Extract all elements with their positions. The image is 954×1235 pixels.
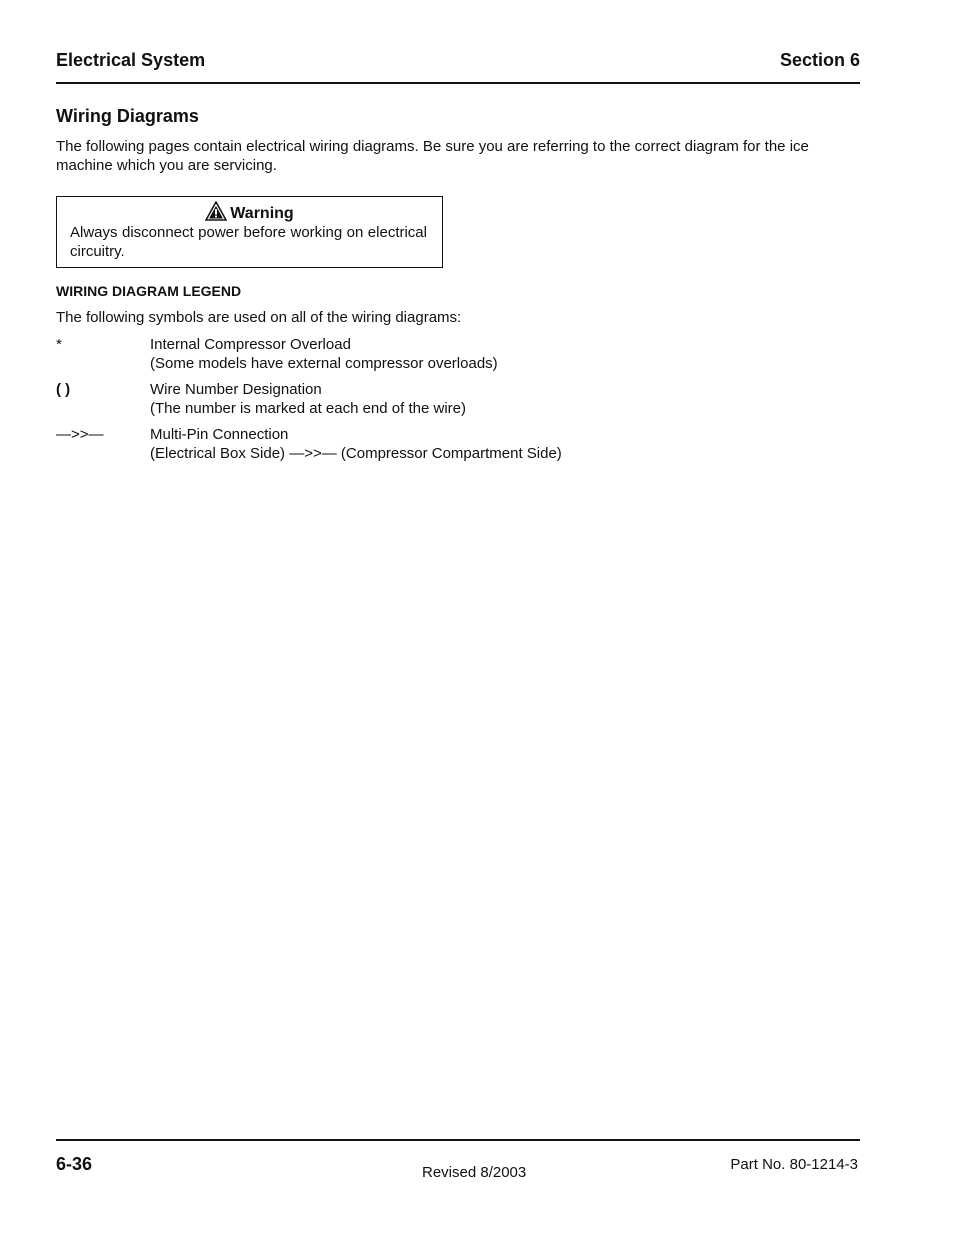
legend-intro: The following symbols are used on all of the wiring diagrams: — [56, 309, 462, 326]
part-number: Part No. 80-1214-3 — [730, 1156, 858, 1173]
legend-symbol: ( ) — [56, 381, 71, 398]
footer-rule — [56, 1139, 860, 1141]
header-section-number: Section 6 — [779, 50, 860, 70]
legend-description-line: Wire Number Designation — [150, 381, 322, 398]
page-number: 6-36 — [56, 1154, 93, 1174]
legend-heading: WIRING DIAGRAM LEGEND — [56, 283, 242, 299]
legend-description — [150, 380, 466, 418]
legend-description-line: Internal Compressor Overload — [150, 336, 351, 353]
warning-title: Warning — [230, 205, 294, 222]
legend-symbol: * — [56, 336, 62, 353]
legend-description-line: (Electrical Box Side) —>>— (Compressor Compartment Side) — [150, 445, 562, 462]
legend-description-line: (Some models have external compressor overloads) — [150, 355, 498, 372]
section-intro: The following pages contain electrical wiring diagrams. Be sure you are referring to the correct diagram for the ice machine which you are servicing. — [56, 138, 809, 174]
warning-text: Always disconnect power before working on electrical circuitry. — [70, 224, 427, 260]
section-title: Wiring Diagrams — [56, 106, 199, 126]
legend-description-line: (The number is marked at each end of the wire) — [150, 400, 466, 417]
legend-description — [150, 425, 562, 463]
legend-symbol: —>>— — [56, 426, 104, 443]
header-section-name: Electrical System — [56, 50, 206, 70]
legend-description — [150, 335, 498, 373]
revision-date: Revised 8/2003 — [422, 1164, 527, 1181]
header-rule — [56, 82, 860, 84]
legend-description-line: Multi-Pin Connection — [150, 426, 289, 443]
warning-box — [56, 196, 443, 268]
